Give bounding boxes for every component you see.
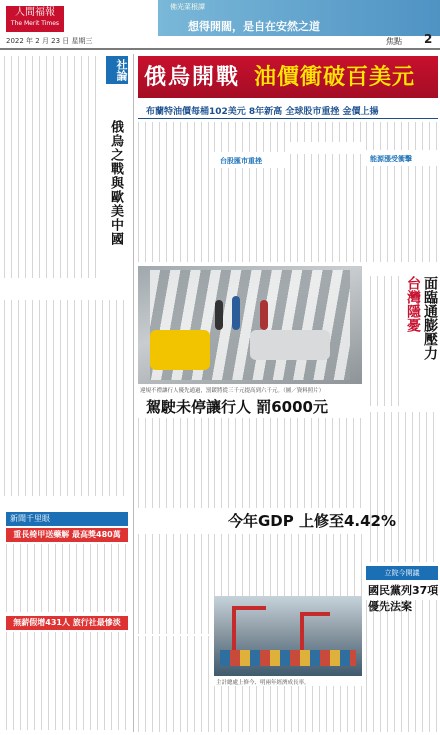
photo-caption: 違規不禮讓行人優先通過，罰鍰將從三千元提高到六千元。（圖／資料照片） [140, 388, 325, 394]
story-text-column [138, 636, 210, 732]
story-text-column [214, 418, 286, 508]
feature-title-part-2: 台灣隱憂 [405, 276, 421, 332]
crane-image [232, 606, 266, 610]
masthead-rule [0, 48, 440, 50]
editorial-body-continued [4, 300, 128, 496]
headline-part-1: 俄烏開戰 [144, 65, 241, 90]
story-text-column [214, 534, 362, 596]
taxi-image [150, 330, 210, 370]
story-subhead: 能源漲受衝擊 [370, 155, 412, 163]
issue-date: 2022 年 2 月 23 日 星期三 [6, 37, 93, 45]
page-number: 2 [424, 32, 433, 46]
crane-image [300, 612, 304, 650]
subheadline: 布蘭特油價每桶102美元 8年新高 全球股市重挫 金價上揚 [146, 107, 379, 117]
news-item-title[interactable]: 重長椅甲送藥解 最高獎480萬 [6, 528, 128, 542]
logo-en-text: The Merit Times [10, 20, 60, 27]
crane-image [232, 606, 236, 650]
story-text-column [214, 168, 286, 262]
story-text-column [138, 122, 210, 262]
law-story-tag: 立院今開議 [366, 566, 438, 580]
pedestrian-figure [215, 300, 223, 330]
story-text-column [290, 122, 362, 142]
law-story-headline: 國民黨列37項優先法案 [368, 584, 439, 613]
story2-headline: 駕駛未停讓行人 罰6000元 [146, 398, 328, 416]
news-item-body [6, 632, 128, 730]
news-section-header: 新聞千里眼 [6, 512, 128, 526]
newspaper-logo [6, 6, 64, 32]
feature-text-column [370, 412, 436, 562]
news-item-title[interactable]: 無薪假增431人 旅行社最慘淡 [6, 616, 128, 630]
story-text-column [214, 122, 286, 152]
banner-tag: 佛光菜根譚 [170, 3, 205, 11]
port-photo-caption: 主計總處上修今、明兩年經濟成長率。 [216, 680, 310, 686]
story-text-column [290, 418, 362, 508]
story-subhead: 台股匯市重挫 [220, 157, 262, 165]
story-text-column [366, 122, 438, 150]
feature-text-column [370, 276, 400, 406]
pedestrian-figure [260, 300, 268, 330]
banner-slogan: 想得開闊，是自在安然之道 [188, 20, 320, 33]
containers-image [220, 650, 356, 666]
law-story-text [366, 600, 438, 732]
story-text-column [366, 166, 438, 262]
story-text-column [138, 418, 210, 508]
feature-title-part-1: 面臨通膨壓力 [422, 276, 438, 360]
subheadline-rule [138, 118, 438, 119]
news-item-body [6, 544, 128, 612]
car-image [250, 330, 330, 360]
story-text-column [290, 154, 362, 262]
editorial-body [4, 56, 102, 278]
editorial-tag: 社論 [106, 56, 128, 84]
logo-text: 人間福報 [15, 7, 55, 18]
story-text-column [214, 686, 362, 732]
headline-part-2: 油價衝破百美元 [254, 65, 416, 90]
pedestrian-figure [232, 296, 240, 330]
story3-headline: 今年GDP 上修至4.42% [228, 512, 397, 530]
column-divider [133, 54, 134, 732]
crane-image [300, 612, 330, 616]
section-name: 焦點 [386, 37, 402, 46]
editorial-title: 俄烏之戰與歐美中國 [108, 120, 123, 246]
story-text-column [138, 534, 210, 634]
